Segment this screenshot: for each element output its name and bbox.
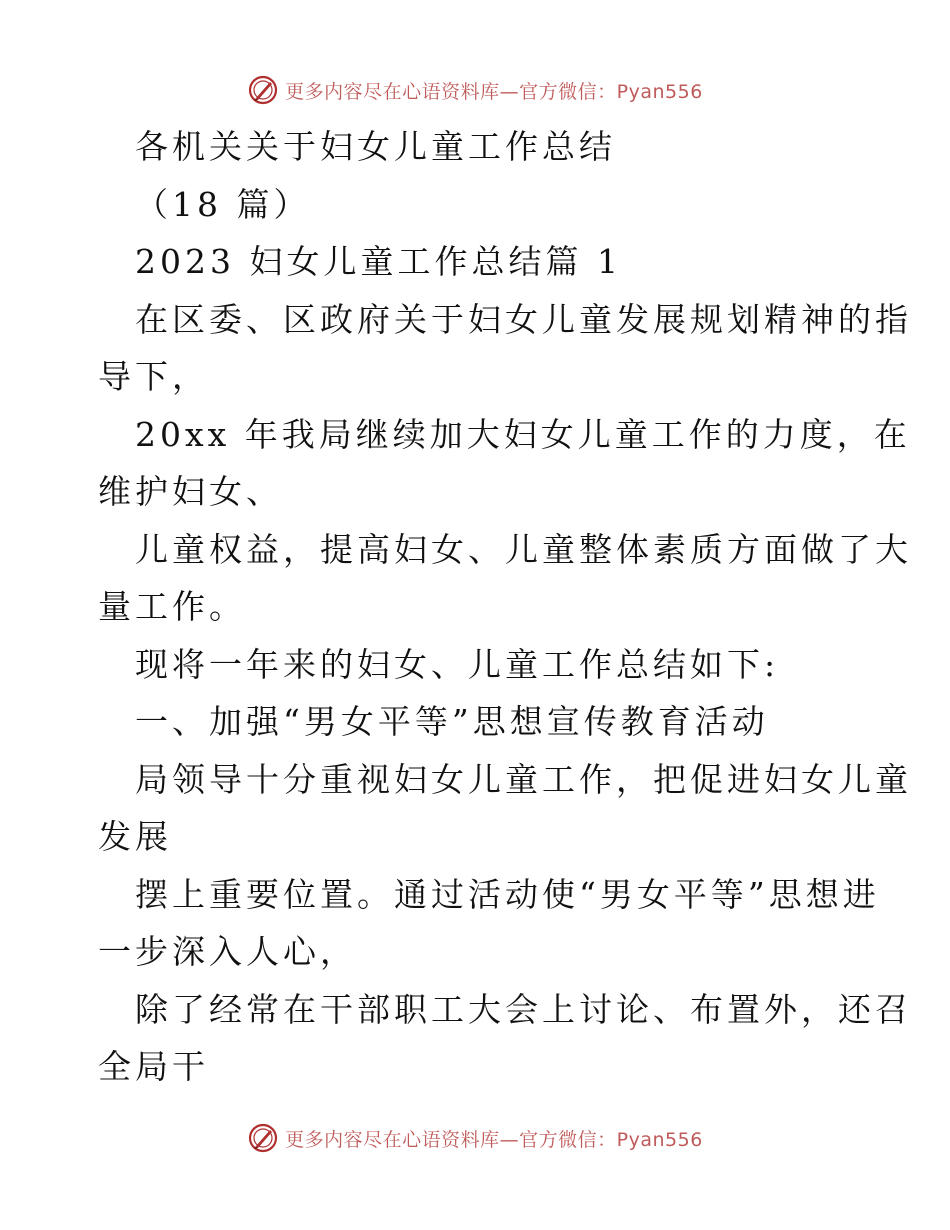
- paragraph-line: 摆上重要位置。通过活动使“男女平等”思想进: [135, 874, 880, 914]
- paragraph-line: 儿童权益，提高妇女、儿童整体素质方面做了大: [135, 529, 912, 569]
- paragraph-line: 量工作。: [98, 587, 246, 626]
- subsection-heading: 一、加强“男女平等”思想宣传教育活动: [135, 702, 769, 741]
- header-banner: [0, 70, 950, 110]
- paragraph-line: 发展: [98, 817, 172, 856]
- paragraph-line: 20xx 年我局继续加大妇女儿童工作的力度，在: [135, 414, 911, 454]
- section-heading: 2023 妇女儿童工作总结篇 1: [135, 242, 622, 281]
- quill-logo-icon: [247, 1122, 279, 1154]
- footer-banner-text: 更多内容尽在心语资料库—官方微信：Pyan556: [285, 1128, 703, 1151]
- quill-logo-icon: [247, 74, 279, 106]
- document-body: [0, 118, 950, 1096]
- paragraph-line: 一步深入人心，: [98, 932, 357, 971]
- document-subtitle: （18 篇）: [135, 184, 311, 224]
- footer-banner-inner: [247, 1122, 703, 1154]
- header-banner-text: 更多内容尽在心语资料库—官方微信：Pyan556: [285, 80, 703, 103]
- paragraph-line: 局领导十分重视妇女儿童工作，把促进妇女儿童: [135, 759, 912, 799]
- document-title: 各机关关于妇女儿童工作总结: [135, 127, 616, 166]
- paragraph-line: 在区委、区政府关于妇女儿童发展规划精神的指: [135, 299, 912, 339]
- paragraph-line: 维护妇女、: [98, 472, 283, 511]
- paragraph-line: 全局干: [98, 1047, 209, 1086]
- paragraph-line: 现将一年来的妇女、儿童工作总结如下:: [135, 644, 780, 684]
- footer-banner: [0, 1118, 950, 1158]
- header-banner-inner: [247, 74, 703, 106]
- paragraph-line: 除了经常在干部职工大会上讨论、布置外，还召: [135, 989, 912, 1029]
- paragraph-line: 导下，: [98, 357, 209, 396]
